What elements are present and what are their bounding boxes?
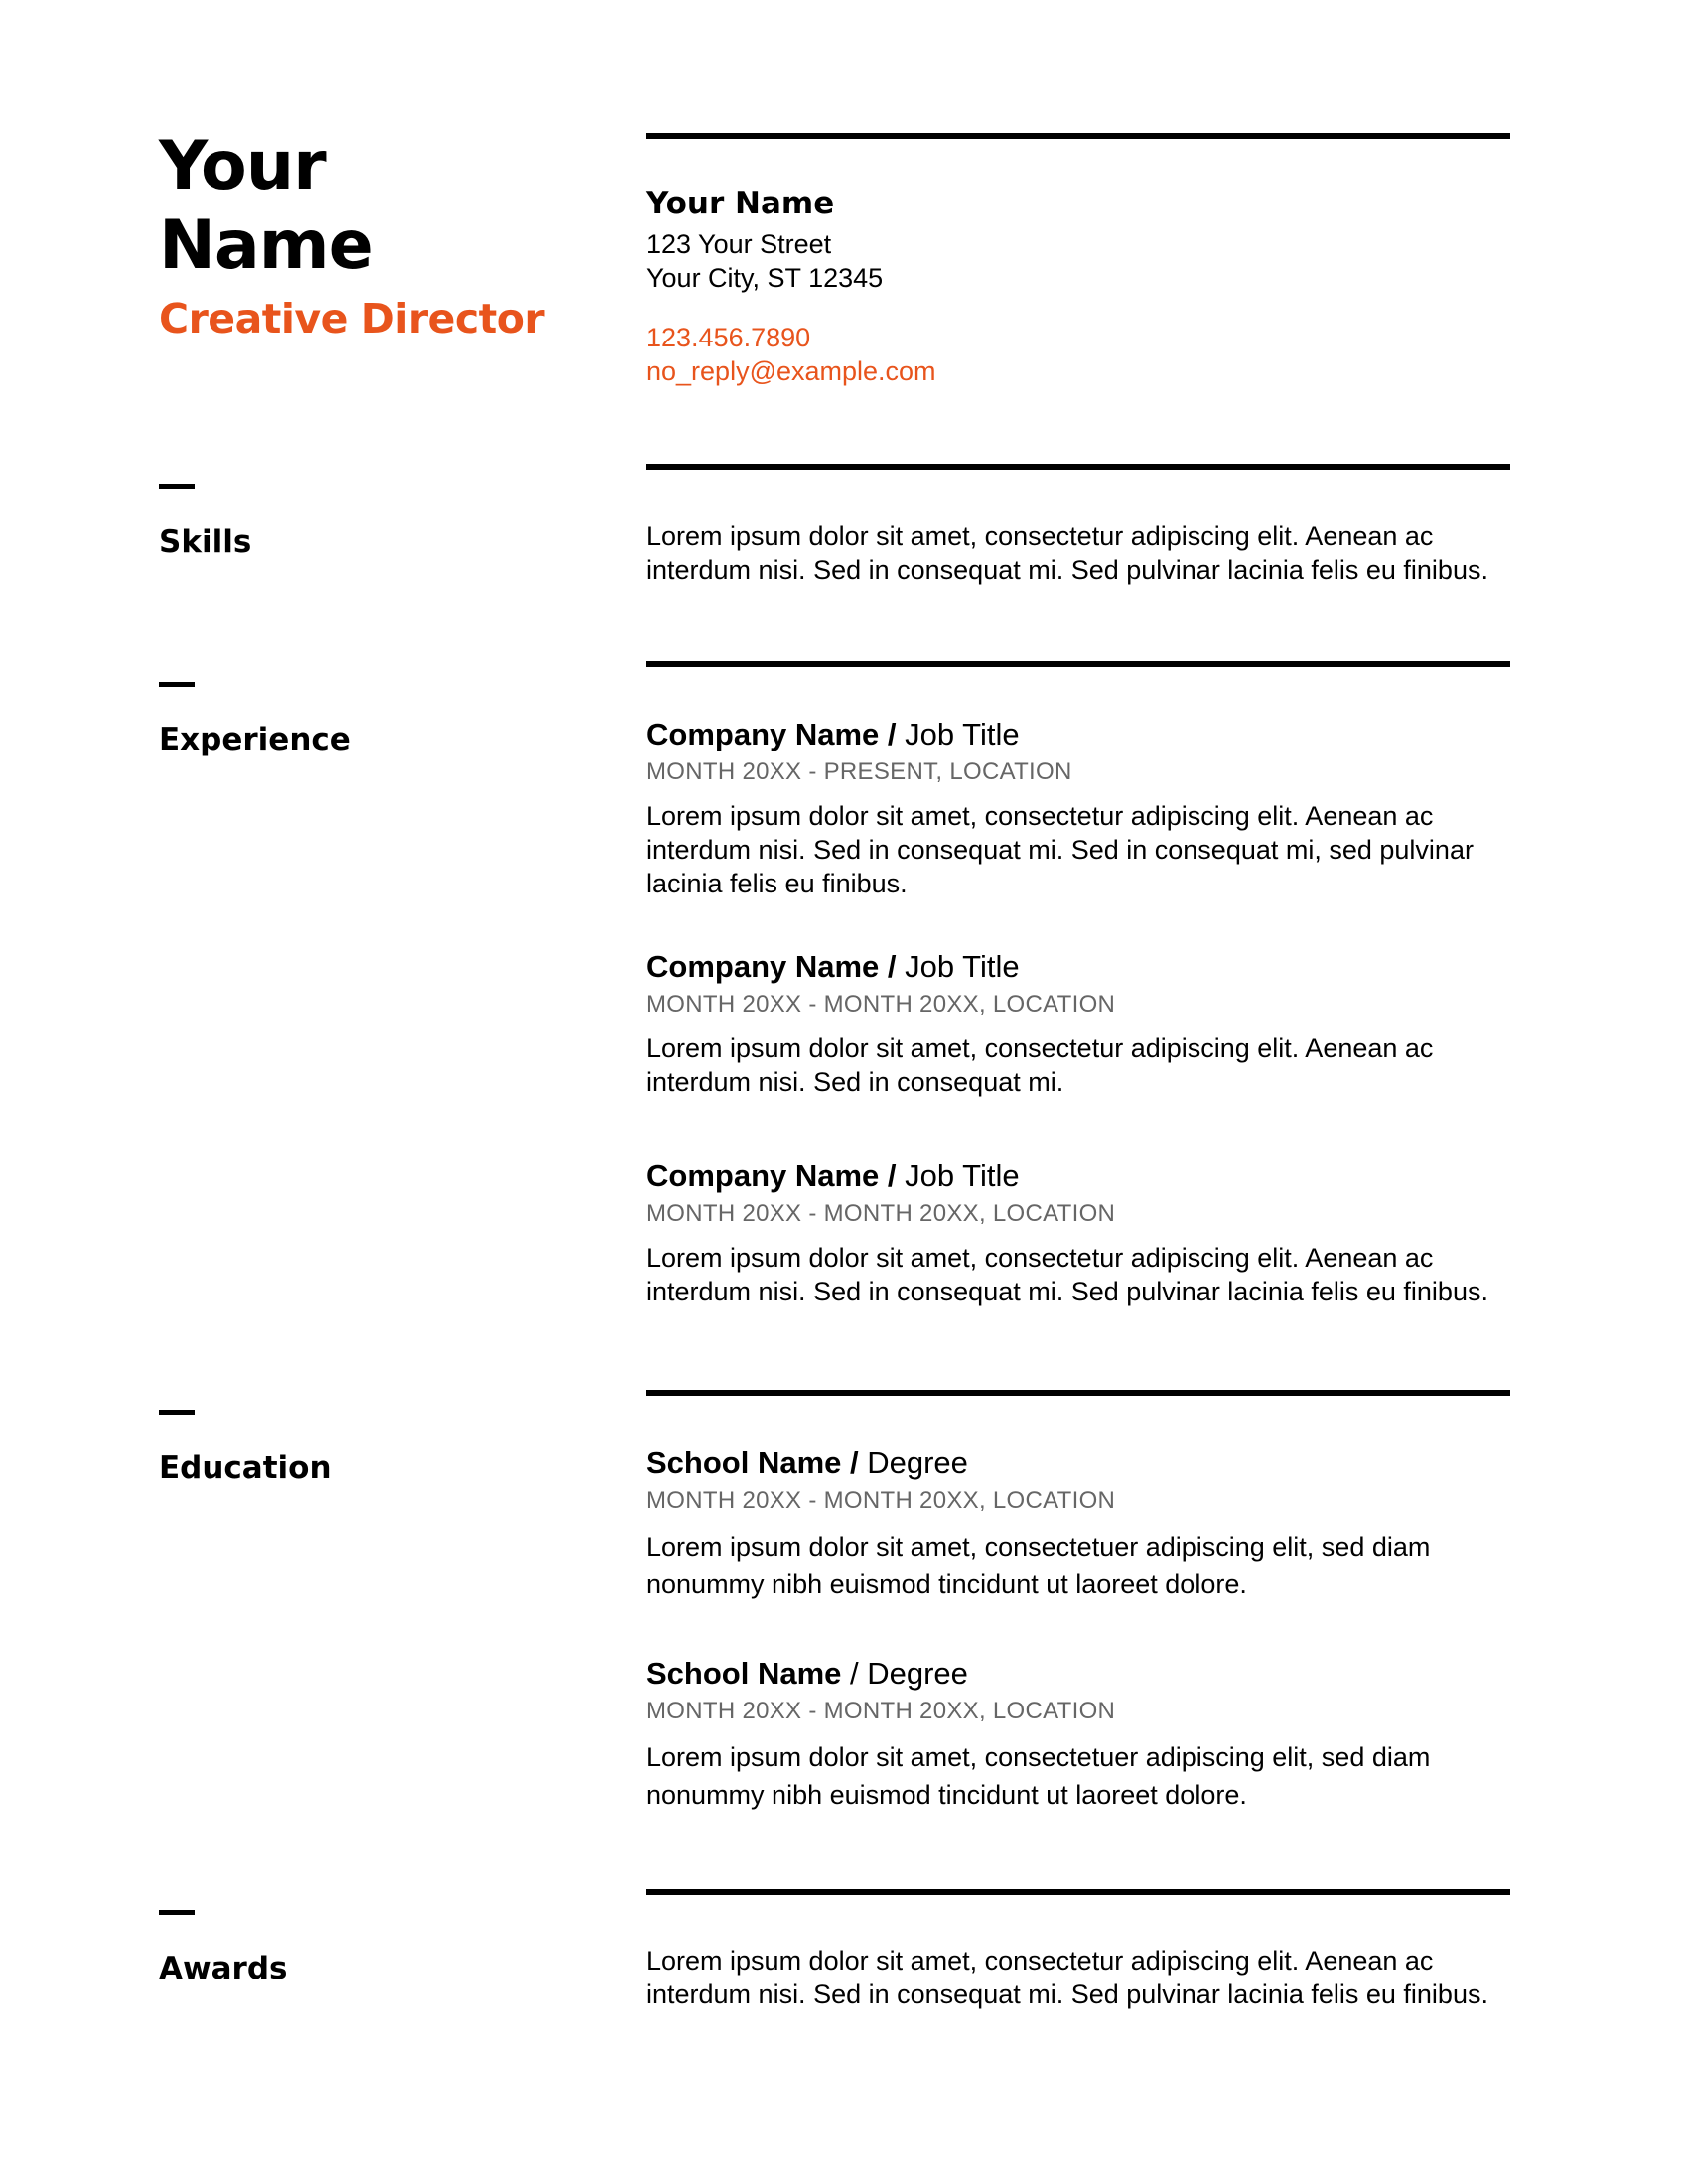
job-role-title: Creative Director <box>159 295 545 342</box>
contact-email[interactable]: no_reply@example.com <box>646 356 936 386</box>
company-name: Company Name / <box>646 1159 897 1193</box>
skills-dash <box>159 484 195 489</box>
contact-street: 123 Your Street <box>646 229 832 259</box>
school-name: School Name / <box>646 1445 859 1480</box>
education-rule <box>646 1390 1510 1396</box>
experience-entry-text: Lorem ipsum dolor sit amet, consectetur adipiscing elit. Aenean ac interdum nisi. Sed in consequat mi. Sed in consequat mi, sed pulvinar lacinia felis eu finibus. <box>646 801 1474 898</box>
education-dash <box>159 1410 195 1415</box>
experience-rule <box>646 661 1510 667</box>
education-entry-text: Lorem ipsum dolor sit amet, consectetuer adipiscing elit, sed diam nonummy nibh euismod tincidunt ut laoreet dolore. <box>646 1742 1431 1810</box>
school-name: School Name <box>646 1656 842 1691</box>
education-entry <box>646 1655 1520 1814</box>
experience-entry <box>646 1158 1520 1308</box>
experience-entry-text: Lorem ipsum dolor sit amet, consectetur adipiscing elit. Aenean ac interdum nisi. Sed in consequat mi. Sed pulvinar lacinia felis eu finibus. <box>646 1243 1488 1306</box>
name-line-2: Name <box>159 206 373 285</box>
contact-phone[interactable]: 123.456.7890 <box>646 323 811 352</box>
education-entry <box>646 1444 1520 1603</box>
experience-entry <box>646 948 1520 1099</box>
education-entry-heading <box>646 1655 1520 1693</box>
education-entry-meta: MONTH 20XX - MONTH 20XX, LOCATION <box>646 1698 1116 1724</box>
company-name: Company Name / <box>646 949 897 984</box>
experience-entry-meta: MONTH 20XX - MONTH 20XX, LOCATION <box>646 1200 1116 1227</box>
experience-section-label: Experience <box>159 722 351 757</box>
awards-dash <box>159 1910 195 1915</box>
resume-name-heading <box>159 127 373 286</box>
contact-city: Your City, ST 12345 <box>646 263 884 293</box>
degree: Degree <box>867 1445 968 1480</box>
experience-entry-heading <box>646 948 1520 986</box>
experience-entry <box>646 716 1520 900</box>
education-entry-heading <box>646 1444 1520 1482</box>
contact-block <box>646 184 1520 388</box>
awards-text: Lorem ipsum dolor sit amet, consectetur adipiscing elit. Aenean ac interdum nisi. Sed in consequat mi. Sed pulvinar lacinia felis eu finibus. <box>646 1946 1488 2009</box>
degree: / Degree <box>850 1656 968 1691</box>
skills-rule <box>646 464 1510 470</box>
contact-top-rule <box>646 133 1510 139</box>
name-line-1: Your <box>159 127 326 205</box>
skills-section-label: Skills <box>159 524 252 560</box>
experience-entry-meta: MONTH 20XX - MONTH 20XX, LOCATION <box>646 991 1116 1018</box>
awards-section-label: Awards <box>159 1951 288 1986</box>
experience-entry-meta: MONTH 20XX - PRESENT, LOCATION <box>646 758 1072 785</box>
skills-text: Lorem ipsum dolor sit amet, consectetur adipiscing elit. Aenean ac interdum nisi. Sed in consequat mi. Sed pulvinar lacinia felis eu finibus. <box>646 521 1488 585</box>
job-title: Job Title <box>905 949 1020 984</box>
experience-entry-heading <box>646 1158 1520 1195</box>
job-title: Job Title <box>905 1159 1020 1193</box>
experience-dash <box>159 682 195 687</box>
awards-rule <box>646 1889 1510 1895</box>
education-entry-text: Lorem ipsum dolor sit amet, consectetuer adipiscing elit, sed diam nonummy nibh euismod tincidunt ut laoreet dolore. <box>646 1532 1431 1599</box>
company-name: Company Name / <box>646 717 897 751</box>
job-title: Job Title <box>905 717 1020 751</box>
experience-entry-heading <box>646 716 1520 753</box>
education-entry-meta: MONTH 20XX - MONTH 20XX, LOCATION <box>646 1487 1116 1514</box>
experience-entry-text: Lorem ipsum dolor sit amet, consectetur adipiscing elit. Aenean ac interdum nisi. Sed in consequat mi. <box>646 1033 1434 1097</box>
education-section-label: Education <box>159 1450 332 1486</box>
contact-name: Your Name <box>646 186 835 221</box>
